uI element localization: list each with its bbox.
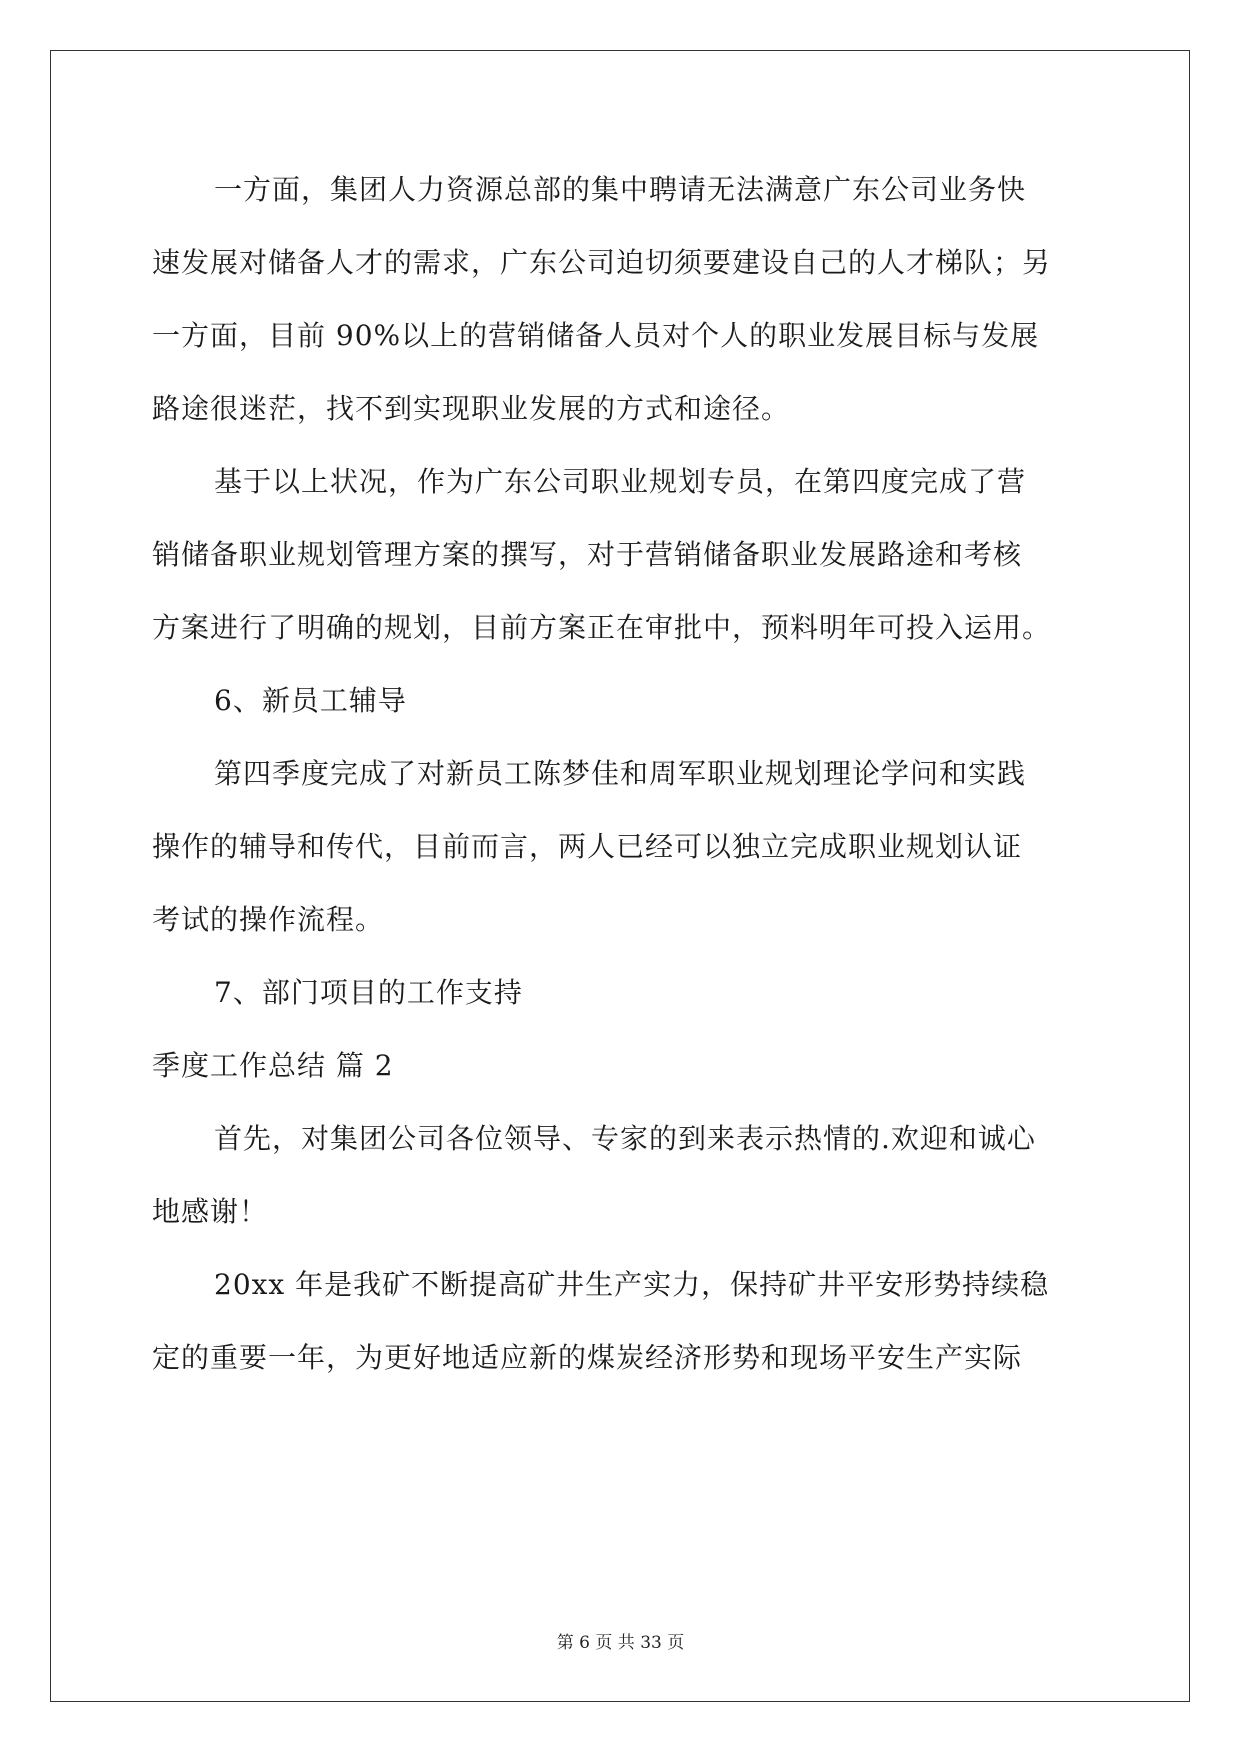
paragraph-line: 路途很迷茫，找不到实现职业发展的方式和途径。 (152, 392, 791, 425)
paragraph-line: 一方面，集团人力资源总部的集中聘请无法满意广东公司业务快 (214, 173, 1027, 206)
paragraph-line: 速发展对储备人才的需求，广东公司迫切须要建设自己的人才梯队；另 (152, 246, 1052, 279)
section-heading: 6、新员工辅导 (214, 684, 407, 717)
paragraph-line: 基于以上状况，作为广东公司职业规划专员，在第四度完成了营 (214, 465, 1027, 498)
page-number-footer: 第 6 页 共 33 页 (556, 1633, 685, 1653)
paragraph-line: 一方面，目前 90%以上的营销储备人员对个人的职业发展目标与发展 (152, 319, 1040, 352)
paragraph-line: 考试的操作流程。 (152, 903, 385, 936)
section-heading: 7、部门项目的工作支持 (214, 976, 523, 1009)
paragraph-line: 首先，对集团公司各位领导、专家的到来表示热情的.欢迎和诚心 (214, 1122, 1036, 1155)
paragraph-line: 销储备职业规划管理方案的撰写，对于营销储备职业发展路途和考核 (152, 538, 1023, 571)
paragraph-line: 地感谢！ (152, 1195, 269, 1228)
paragraph-line: 第四季度完成了对新员工陈梦佳和周军职业规划理论学问和实践 (214, 757, 1027, 790)
paragraph-line: 20xx 年是我矿不断提高矿井生产实力，保持矿井平安形势持续稳 (214, 1268, 1050, 1301)
paragraph-line: 操作的辅导和传代，目前而言，两人已经可以独立完成职业规划认证 (152, 830, 1023, 863)
paragraph-line: 方案进行了明确的规划，目前方案正在审批中，预料明年可投入运用。 (152, 611, 1052, 644)
article-title: 季度工作总结 篇 2 (152, 1049, 394, 1082)
paragraph-line: 定的重要一年，为更好地适应新的煤炭经济形势和现场平安生产实际 (152, 1341, 1023, 1374)
